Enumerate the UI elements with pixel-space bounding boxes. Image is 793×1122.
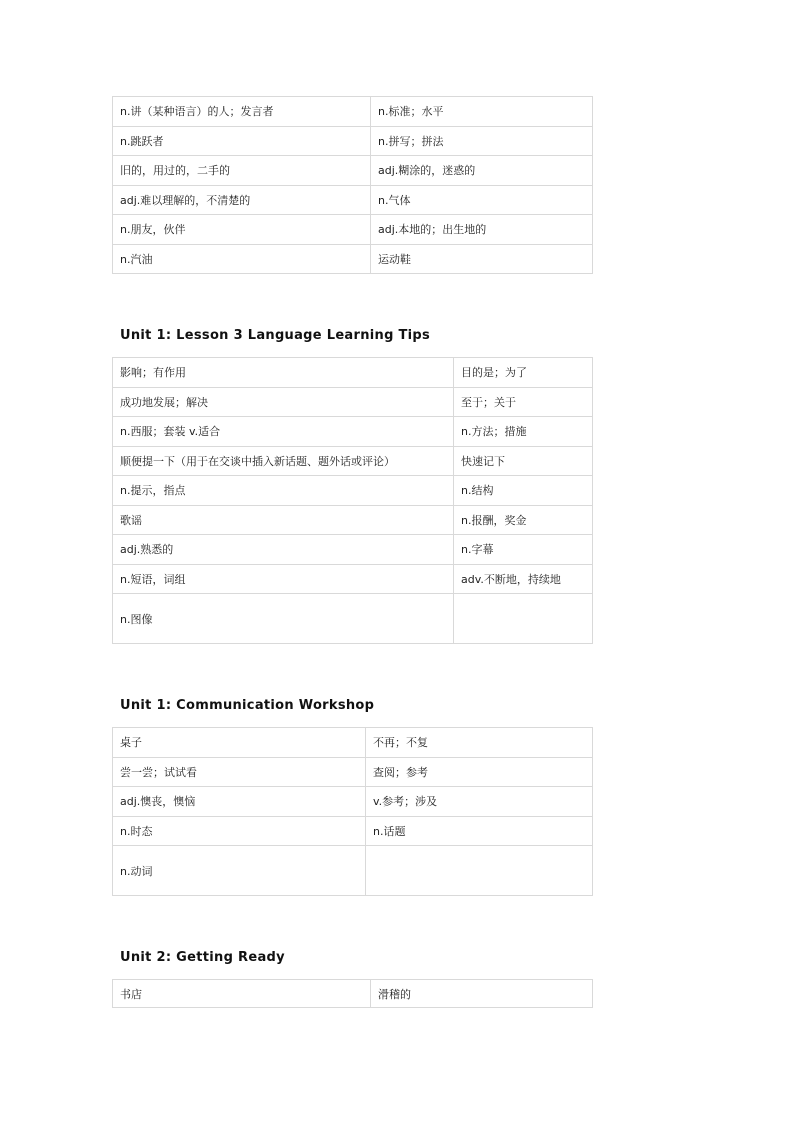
table-row <box>113 846 593 896</box>
table-cell: 影响；有作用 <box>113 358 454 388</box>
vocab-table-4 <box>112 979 593 1008</box>
table-cell: n.字幕 <box>454 535 593 565</box>
table-cell: adj.糊涂的，迷惑的 <box>371 156 593 186</box>
table-cell: n.结构 <box>454 476 593 506</box>
table-cell: 顺便提一下（用于在交谈中插入新话题、题外话或评论） <box>113 446 454 476</box>
table-cell <box>366 846 593 896</box>
table-cell: 尝一尝；试试看 <box>113 757 366 787</box>
table-row <box>113 535 593 565</box>
table-cell: 滑稽的 <box>371 980 593 1008</box>
table-row <box>113 980 593 1008</box>
table-row <box>113 476 593 506</box>
table-cell: n.讲（某种语言）的人；发言者 <box>113 97 371 127</box>
table-row <box>113 728 593 758</box>
table-row <box>113 358 593 388</box>
table-cell: 不再；不复 <box>366 728 593 758</box>
table-cell: n.标准；水平 <box>371 97 593 127</box>
table-row <box>113 446 593 476</box>
table-cell: n.动词 <box>113 846 366 896</box>
table-cell: n.西服；套装 v.适合 <box>113 417 454 447</box>
table-cell: 旧的，用过的，二手的 <box>113 156 371 186</box>
table-cell: n.气体 <box>371 185 593 215</box>
section-heading: Unit 2: Getting Ready <box>120 950 285 965</box>
table-cell: n.提示，指点 <box>113 476 454 506</box>
table-cell: n.图像 <box>113 594 454 644</box>
table-cell: 桌子 <box>113 728 366 758</box>
table-row <box>113 816 593 846</box>
table-row <box>113 505 593 535</box>
table-cell: n.短语，词组 <box>113 564 454 594</box>
table-cell: adj.本地的；出生地的 <box>371 215 593 245</box>
table-row <box>113 564 593 594</box>
table-cell: n.跳跃者 <box>113 126 371 156</box>
vocab-table-3 <box>112 727 593 896</box>
table-cell: 成功地发展；解决 <box>113 387 454 417</box>
section-heading: Unit 1: Lesson 3 Language Learning Tips <box>120 328 431 343</box>
table-row <box>113 594 593 644</box>
table-cell: n.汽油 <box>113 244 371 274</box>
table-cell: n.拼写；拼法 <box>371 126 593 156</box>
table-cell: n.报酬，奖金 <box>454 505 593 535</box>
table-row <box>113 787 593 817</box>
vocab-table-1 <box>112 96 593 274</box>
vocab-table-2 <box>112 357 593 644</box>
table-row <box>113 387 593 417</box>
table-cell: 目的是；为了 <box>454 358 593 388</box>
table-row <box>113 156 593 186</box>
table-cell: 歌谣 <box>113 505 454 535</box>
table-row <box>113 185 593 215</box>
table-cell: n.话题 <box>366 816 593 846</box>
section-heading: Unit 1: Communication Workshop <box>120 698 375 713</box>
table-row <box>113 126 593 156</box>
table-row <box>113 97 593 127</box>
table-cell: n.时态 <box>113 816 366 846</box>
table-cell: 快速记下 <box>454 446 593 476</box>
table-row <box>113 757 593 787</box>
table-cell: adj.难以理解的，不清楚的 <box>113 185 371 215</box>
table-cell: 运动鞋 <box>371 244 593 274</box>
table-row <box>113 244 593 274</box>
table-cell: n.方法；措施 <box>454 417 593 447</box>
table-cell: 至于；关于 <box>454 387 593 417</box>
table-cell: 查阅；参考 <box>366 757 593 787</box>
table-cell: adv.不断地，持续地 <box>454 564 593 594</box>
table-cell: adj.懊丧，懊恼 <box>113 787 366 817</box>
table-cell: v.参考；涉及 <box>366 787 593 817</box>
table-cell: adj.熟悉的 <box>113 535 454 565</box>
table-cell: 书店 <box>113 980 371 1008</box>
table-cell <box>454 594 593 644</box>
table-cell: n.朋友，伙伴 <box>113 215 371 245</box>
table-row <box>113 417 593 447</box>
table-row <box>113 215 593 245</box>
